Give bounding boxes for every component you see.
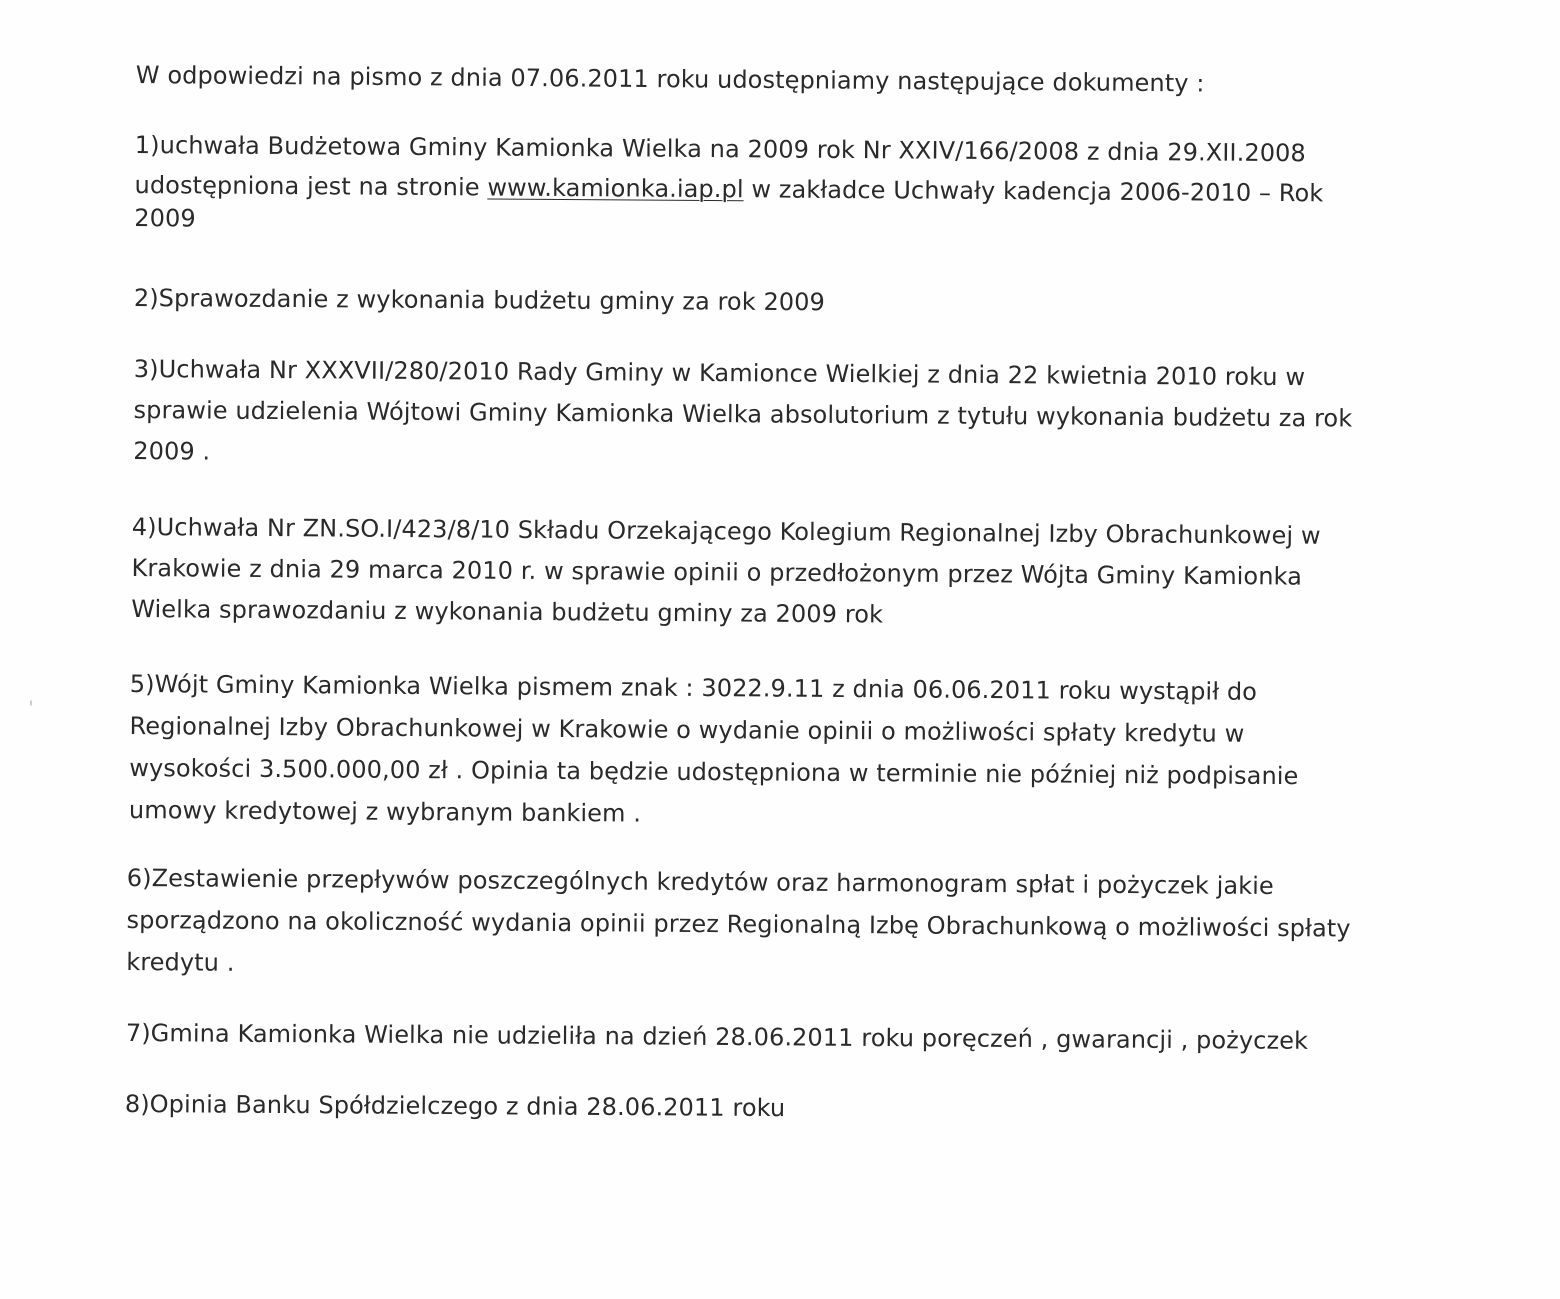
- item-5-paragraph: [129, 663, 1299, 839]
- item-4-line-1: 4)Uchwała Nr ZN.SO.I/423/8/10 Składu Orzekającego Kolegium Regionalnej Izby Obrachunkowej w: [131, 512, 1321, 550]
- intro-line: W odpowiedzi na pismo z dnia 07.06.2011 roku udostępniamy następujące dokumenty :: [135, 60, 1205, 98]
- item-1-line-2: [134, 165, 1323, 213]
- item-4-line-2: Krakowie z dnia 29 marca 2010 r. w sprawie opinii o przedłożonym przez Wójta Gminy Kamionka: [131, 553, 1303, 591]
- item-1-line-1: 1)uchwała Budżetowa Gminy Kamionka Wielka na 2009 rok Nr XXIV/166/2008 z dnia 29.XII.2008: [134, 130, 1306, 168]
- item-2-line: 2)Sprawozdanie z wykonania budżetu gminy za rok 2009: [133, 283, 826, 317]
- scan-speck: [30, 700, 32, 706]
- item-1-line-2-start: udostępniona jest na stronie: [134, 170, 488, 202]
- item-4-line-3: Wielka sprawozdaniu z wykonania budżetu gminy za 2009 rok: [131, 594, 884, 629]
- item-8-paragraph: [125, 1085, 786, 1128]
- item-5-line-1: 5)Wójt Gminy Kamionka Wielka pismem znak : 3022.9.11 z dnia 06.06.2011 roku wystąpił do: [129, 669, 1258, 706]
- item-6-line-1: 6)Zestawienie przepływów poszczególnych kredytów oraz harmonogram spłat i pożyczek jakie: [126, 863, 1274, 901]
- item-6-line-2: sporządzono na okoliczność wydania opinii przez Regionalną Izbę Obrachunkową o możliwości spłaty: [126, 905, 1351, 943]
- item-5-line-4: umowy kredytowej z wybranym bankiem .: [128, 795, 642, 828]
- website-link[interactable]: www.kamionka.iap.pl: [487, 173, 744, 204]
- item-4-paragraph: [131, 507, 1321, 639]
- item-2-paragraph: [134, 279, 825, 322]
- item-5-line-2: Regionalnej Izby Obrachunkowej w Krakowie o wydanie opinii o możliwości spłaty kredytu w: [129, 711, 1245, 748]
- item-1-paragraph: [134, 125, 1324, 246]
- item-3-paragraph: [133, 349, 1353, 481]
- item-7-paragraph: [126, 1014, 1308, 1061]
- item-1-line-3: 2009: [134, 203, 196, 233]
- item-6-line-3: kredytu .: [126, 947, 235, 977]
- item-5-line-3: wysokości 3.500.000,00 zł . Opinia ta będzie udostępniona w terminie nie później niż podpisanie: [129, 753, 1299, 791]
- item-1-line-2-end: w zakładce Uchwały kadencja 2006-2010 – Rok: [743, 175, 1324, 208]
- item-3-line-1: 3)Uchwała Nr XXXVII/280/2010 Rady Gminy w Kamionce Wielkiej z dnia 22 kwietnia 2010 roku w: [133, 354, 1306, 392]
- item-8-line: 8)Opinia Banku Spółdzielczego z dnia 28.06.2011 roku: [124, 1089, 786, 1123]
- item-6-paragraph: [126, 857, 1351, 992]
- item-3-line-3: 2009 .: [133, 436, 211, 466]
- item-7-line: 7)Gmina Kamionka Wielka nie udzieliła na dzień 28.06.2011 roku poręczeń , gwarancji , pożyczek: [125, 1018, 1309, 1055]
- intro-paragraph: [136, 56, 1205, 103]
- item-3-line-2: sprawie udzielenia Wójtowi Gminy Kamionka Wielka absolutorium z tytułu wykonania budżetu za rok: [133, 395, 1353, 433]
